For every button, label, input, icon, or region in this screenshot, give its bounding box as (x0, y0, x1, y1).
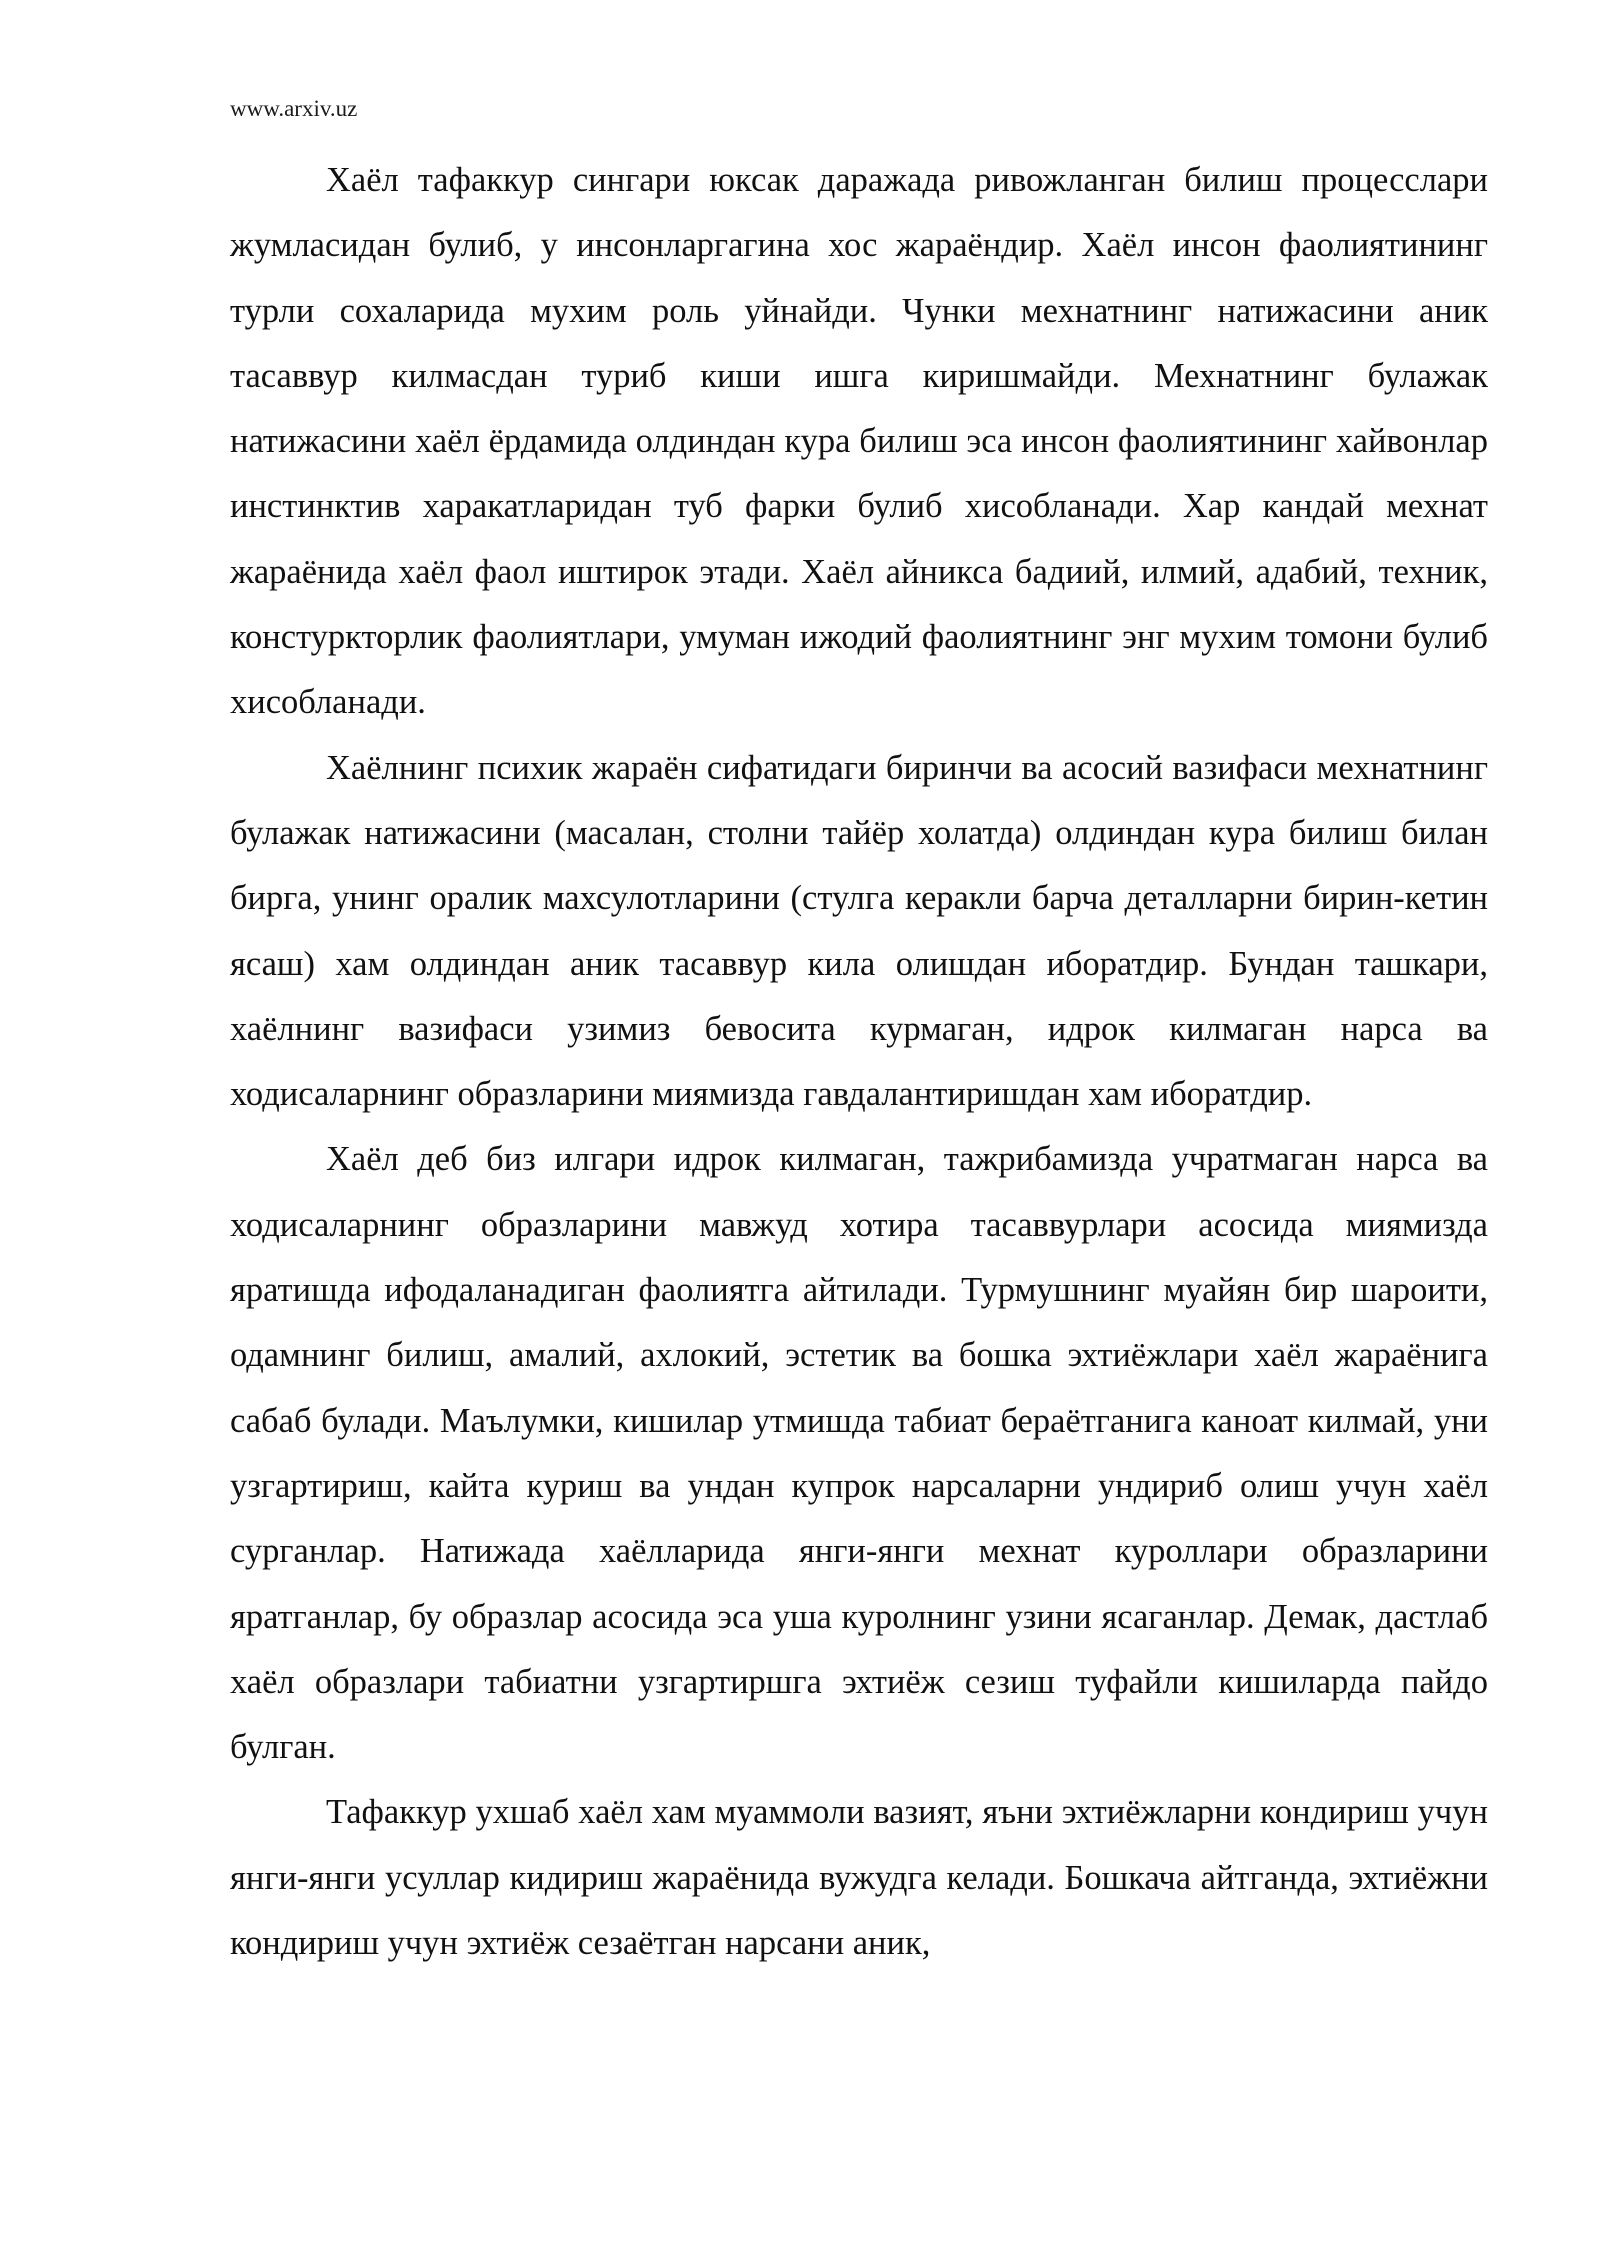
paragraph-2: Хаёлнинг психик жараён сифатидаги биринчи ва асосий вазифаси мехнатнинг булажак натижасини (масалан, столни тайёр холатда) олдиндан кура билиш билан бирга, унинг оралик махсулотларини (стулга керакли барча деталларни бирин-кетин ясаш) хам олдиндан аник тасаввур кила олишдан иборатдир. Бундан ташкари, хаёлнинг вазифаси узимиз бевосита курмаган, идрок килмаган нарса ва ходисаларнинг образларини миямизда гавдалантиришдан хам иборатдир. (230, 748, 1488, 1114)
paragraph-3: Хаёл деб биз илгари идрок килмаган, тажрибамизда учратмаган нарса ва ходисаларнинг образларини мавжуд хотира тасаввурлари асосида миямизда яратишда ифодаланадиган фаолиятга айтилади. Турмушнинг муайян бир шароити, одамнинг билиш, амалий, ахлокий, эстетик ва бошка эхтиёжлари хаёл жараёнига сабаб булади. Маълумки, кишилар утмишда табиат бераётганига каноат килмай, уни узгартириш, кайта куриш ва ундан купрок нарсаларни ундириб олиш учун хаёл сурганлар. Натижада хаёлларида янги-янги мехнат куроллари образларини яратганлар, бу образлар асосида эса уша куролнинг узини ясаганлар. Демак, дастлаб хаёл образлари табиатни узгартиршга эхтиёж сезиш туфайли кишиларда пайдо булган. (230, 1140, 1488, 1767)
header-url: www.arxiv.uz (230, 96, 358, 121)
paragraph-4: Тафаккур ухшаб хаёл хам муаммоли вазият, яъни эхтиёжларни кондириш учун янги-янги усуллар кидириш жараёнида вужудга келади. Бошкача айтганда, эхтиёжни кондириш учун эхтиёж сезаётган нарсани аник, (230, 1793, 1488, 1963)
document-body (230, 148, 1488, 1976)
paragraph-1: Хаёл тафаккур сингари юксак даражада ривожланган билиш процесслари жумласидан булиб, у инсонларгагина хос жараёндир. Хаёл инсон фаолиятининг турли сохаларида мухим роль уйнайди. Чунки мехнатнинг натижасини аник тасаввур килмасдан туриб киши ишга киришмайди. Мехнатнинг булажак натижасини хаёл ёрдамида олдиндан кура билиш эса инсон фаолиятининг хайвонлар инстинктив харакатларидан туб фарки булиб хисобланади. Хар кандай мехнат жараёнида хаёл фаол иштирок этади. Хаёл айникса бадиий, илмий, адабий, техник, констуркторлик фаолиятлари, умуман ижодий фаолиятнинг энг мухим томони булиб хисобланади. (230, 161, 1488, 722)
